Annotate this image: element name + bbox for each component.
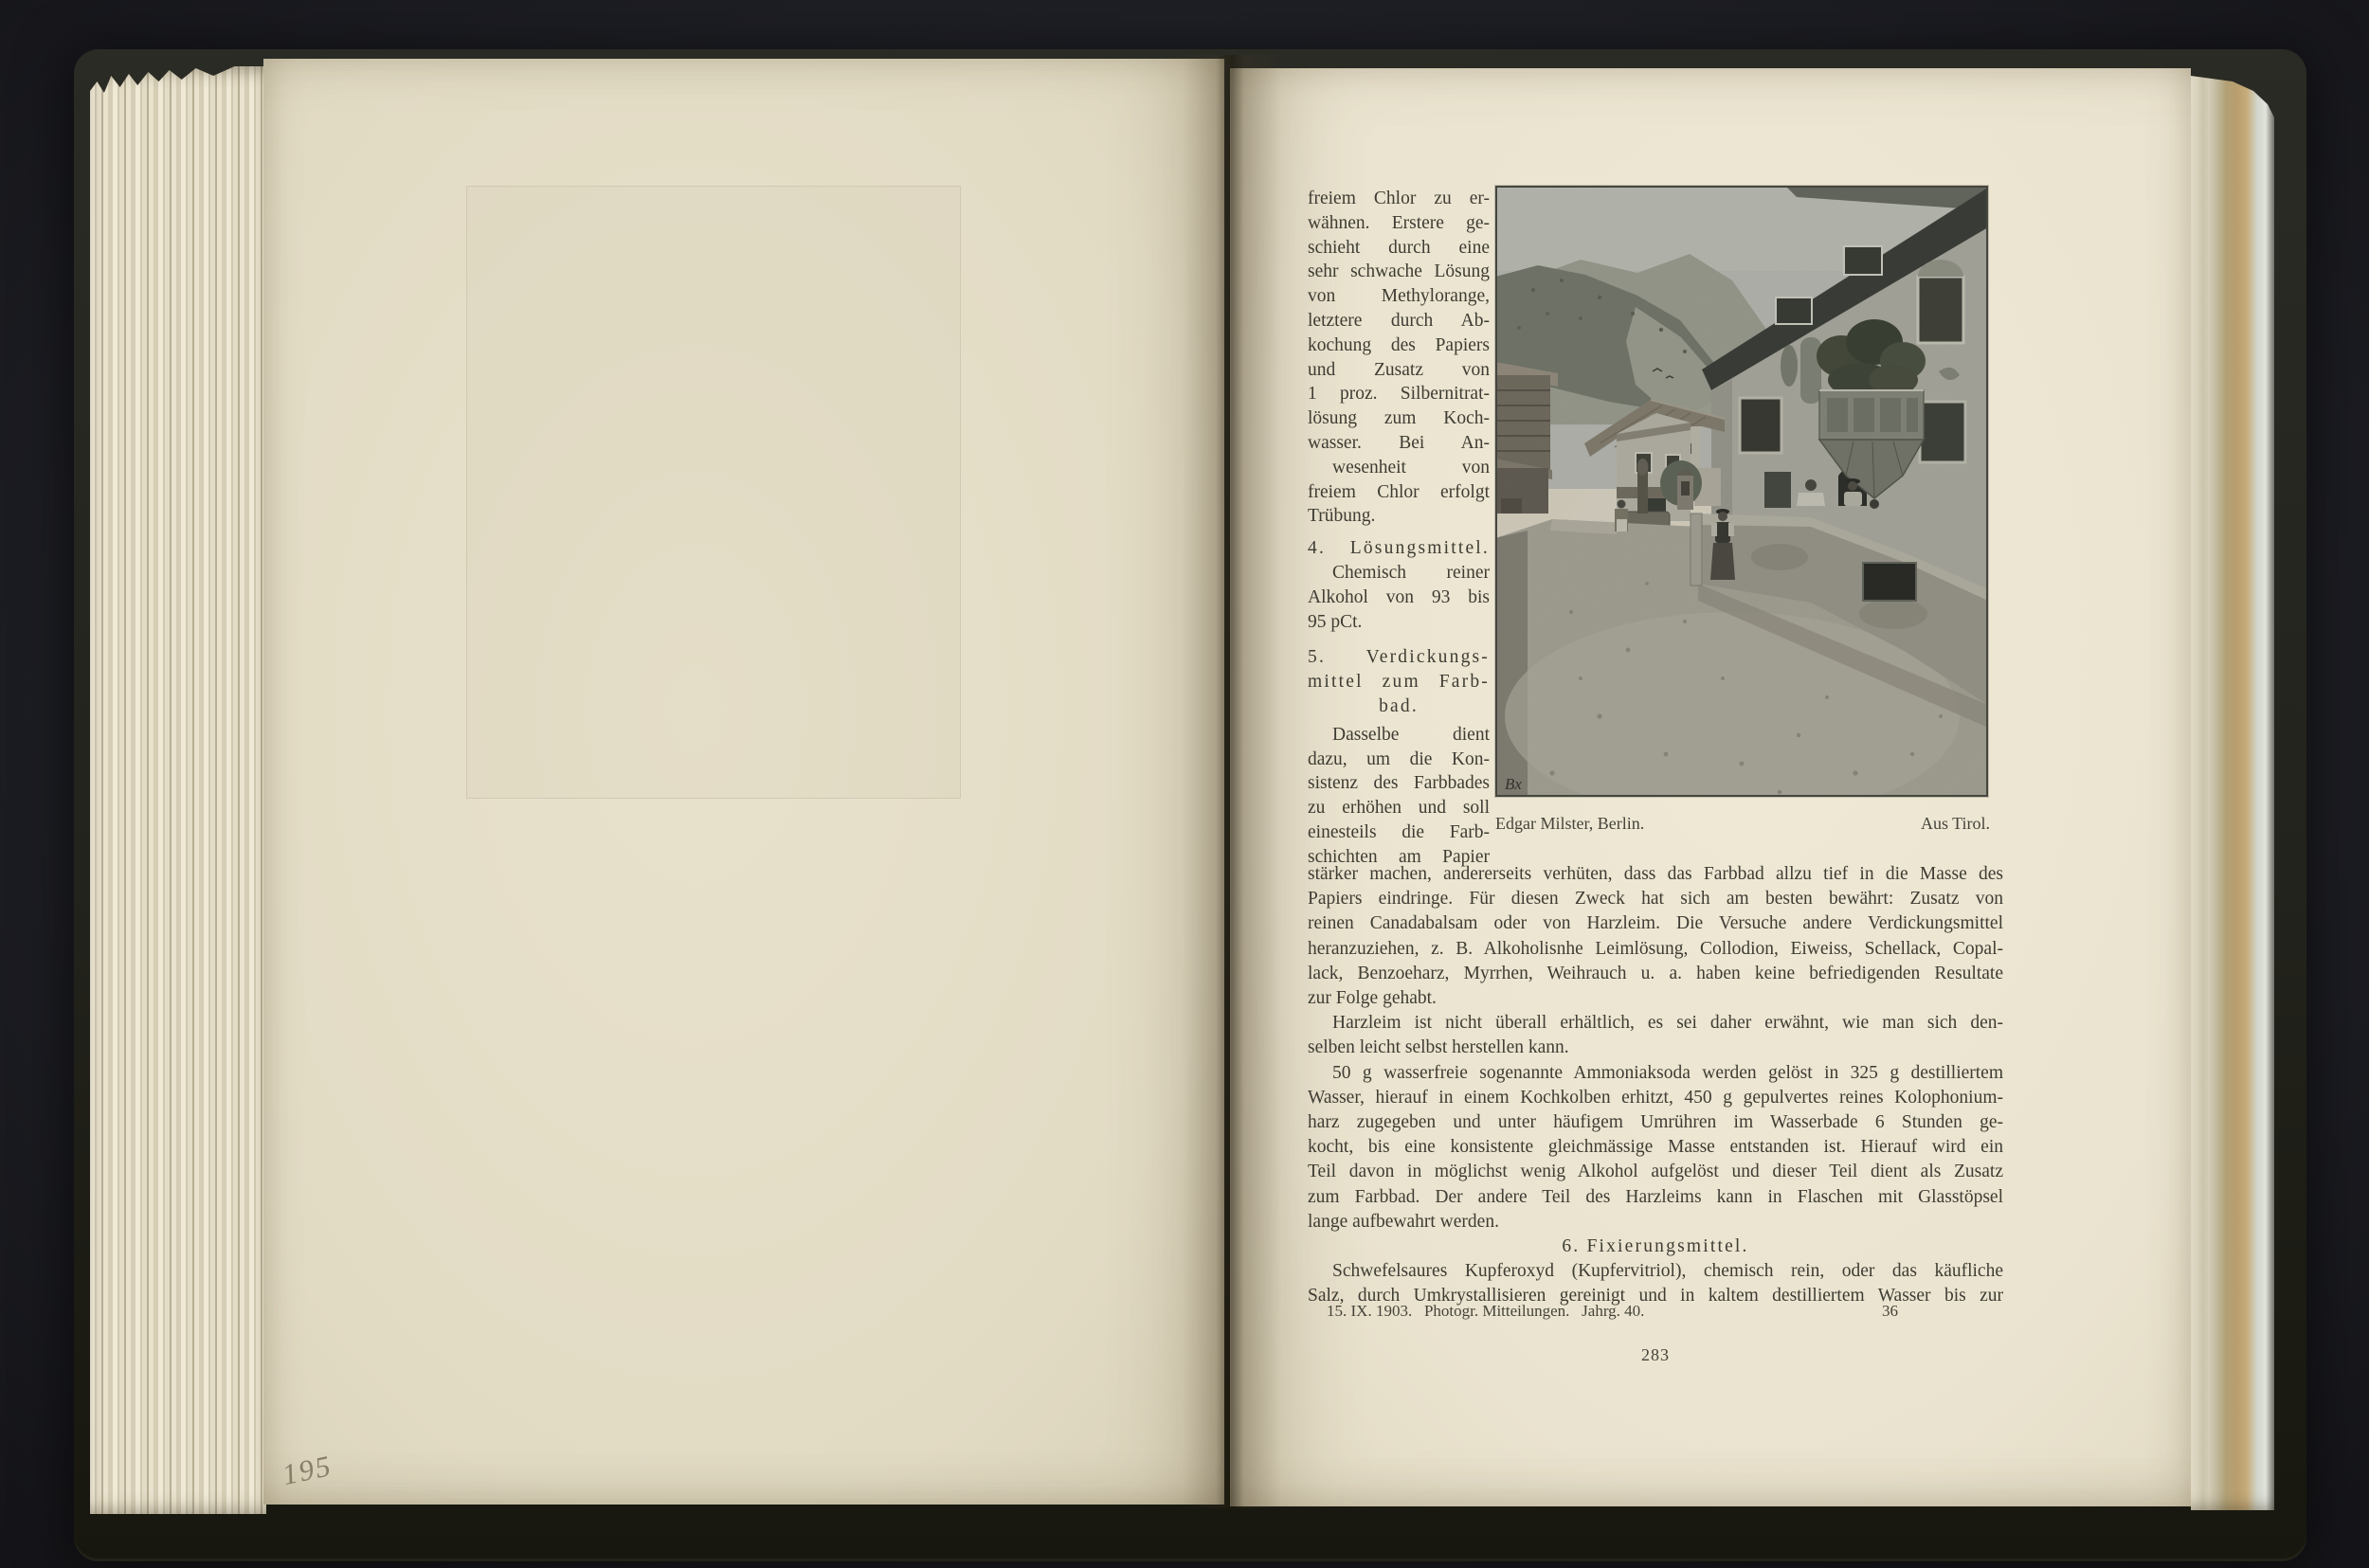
text-line: Dasselbe dient: [1332, 724, 1490, 745]
text-line: sistenz des Farbbades: [1308, 773, 1490, 794]
text-line: 1 proz. Silbernitrat-: [1308, 384, 1490, 405]
left-page: [263, 59, 1224, 1505]
text-line: schichten am Papier: [1308, 846, 1490, 867]
text-line: und Zusatz von: [1308, 359, 1490, 380]
text-line: wasser. Bei An-: [1308, 432, 1490, 453]
text-line: dazu, um die Kon-: [1308, 748, 1490, 769]
text-line: 6. Fixierungsmittel.: [1562, 1236, 1749, 1257]
text-line: selben leicht selbst herstellen kann.: [1308, 1037, 1569, 1058]
text-line: Alkohol von 93 bis: [1308, 586, 1490, 607]
text-line: Schwefelsaures Kupferoxyd (Kupfervitriol), chemisch rein, oder das käufliche: [1332, 1261, 2003, 1282]
text-line: 50 g wasserfreie sogenannte Ammoniaksoda werden gelöst in 325 g destilliertem: [1332, 1062, 2003, 1083]
text-line: wesenheit von: [1332, 457, 1490, 478]
footer-imprint: 15. IX. 1903. Photogr. Mitteilungen. Jahrg. 40.: [1327, 1302, 1645, 1320]
text-line: Salz, durch Umkrystallisieren gereinigt und in kaltem destilliertem Wasser bis zur: [1308, 1286, 2003, 1307]
text-line: lack, Benzoeharz, Myrrhen, Weihrauch u. a. haben keine befriedigenden Resultate: [1308, 963, 2003, 983]
right-page-edge-stack: [2191, 76, 2274, 1510]
pencil-page-number: 195: [279, 1448, 335, 1492]
text-line: letztere durch Ab-: [1308, 310, 1490, 331]
text-line: Teil davon in möglichst wenig Alkohol aufgelöst und dieser Teil dient als Zusatz: [1308, 1162, 2003, 1182]
text-line: Trübung.: [1308, 506, 1376, 527]
village-photo-illustration: [1495, 186, 1988, 797]
text-line: sehr schwache Lösung: [1308, 261, 1490, 282]
text-line: zur Folge gehabt.: [1308, 988, 1437, 1009]
text-line: Harzleim ist nicht überall erhältlich, es sei daher erwähnt, wie man sich den-: [1332, 1013, 2003, 1034]
photo-showthrough: [466, 186, 961, 799]
text-line: zu erhöhen und soll: [1308, 798, 1490, 819]
text-line: wähnen. Erstere ge-: [1308, 212, 1490, 233]
left-page-edge-stack: [90, 66, 266, 1514]
text-line: bad.: [1379, 695, 1419, 716]
text-line: zum Farbbad. Der andere Teil des Harzleims kann in Flaschen mit Glasstöpsel: [1308, 1186, 2003, 1207]
text-line: 95 pCt.: [1308, 611, 1363, 632]
footer-row: [1308, 1302, 2003, 1325]
body-text: [1308, 862, 2003, 1309]
text-line: lösung zum Koch-: [1308, 408, 1490, 429]
text-column: [1308, 187, 1490, 870]
text-line: heranzuziehen, z. B. Alkoholisnhe Leimlösung, Collodion, Eiweiss, Schellack, Copal-: [1308, 938, 2003, 959]
text-line: lange aufbewahrt werden.: [1308, 1211, 1499, 1232]
text-line: freiem Chlor erfolgt: [1308, 481, 1490, 502]
footer-sheet-number: 36: [1882, 1302, 1898, 1320]
text-line: 5. Verdickungs-: [1308, 647, 1490, 668]
photo-caption-row: [1495, 814, 1990, 834]
text-line: kochung des Papiers: [1308, 334, 1490, 355]
caption-photographer: Edgar Milster, Berlin.: [1495, 814, 1645, 833]
right-page: [1230, 68, 2191, 1506]
text-line: 4. Lösungsmittel.: [1308, 538, 1490, 559]
text-line: Papiers eindringe. Für diesen Zweck hat sich am besten bewährt: Zusatz von: [1308, 889, 2003, 910]
text-line: freiem Chlor zu er-: [1308, 189, 1490, 208]
text-line: mittel zum Farb-: [1308, 672, 1490, 693]
caption-title: Aus Tirol.: [1920, 814, 1990, 833]
text-line: Wasser, hierauf in einem Kochkolben erhitzt, 450 g gepulvertes reines Kolophonium-: [1308, 1087, 2003, 1108]
text-line: von Methylorange,: [1308, 286, 1490, 307]
text-line: Chemisch reiner: [1332, 562, 1490, 583]
text-line: kocht, bis eine konsistente gleichmässige Masse entstanden ist. Hierauf wird ein: [1308, 1137, 2003, 1158]
photographer-monogram: Bx: [1505, 775, 1522, 793]
text-line: reinen Canadabalsam oder von Harzleim. Die Versuche andere Verdickungsmittel: [1308, 913, 2003, 934]
text-line: stärker machen, andererseits verhüten, dass das Farbbad allzu tief in die Masse des: [1308, 864, 2003, 884]
text-line: schieht durch eine: [1308, 237, 1490, 258]
text-line: einesteils die Farb-: [1308, 821, 1490, 842]
page-number: 283: [1641, 1345, 1670, 1364]
photo-aus-tirol: [1495, 186, 1988, 797]
text-line: harz zugegeben und unter häufigem Umrühren im Wasserbade 6 Stunden ge-: [1308, 1112, 2003, 1133]
